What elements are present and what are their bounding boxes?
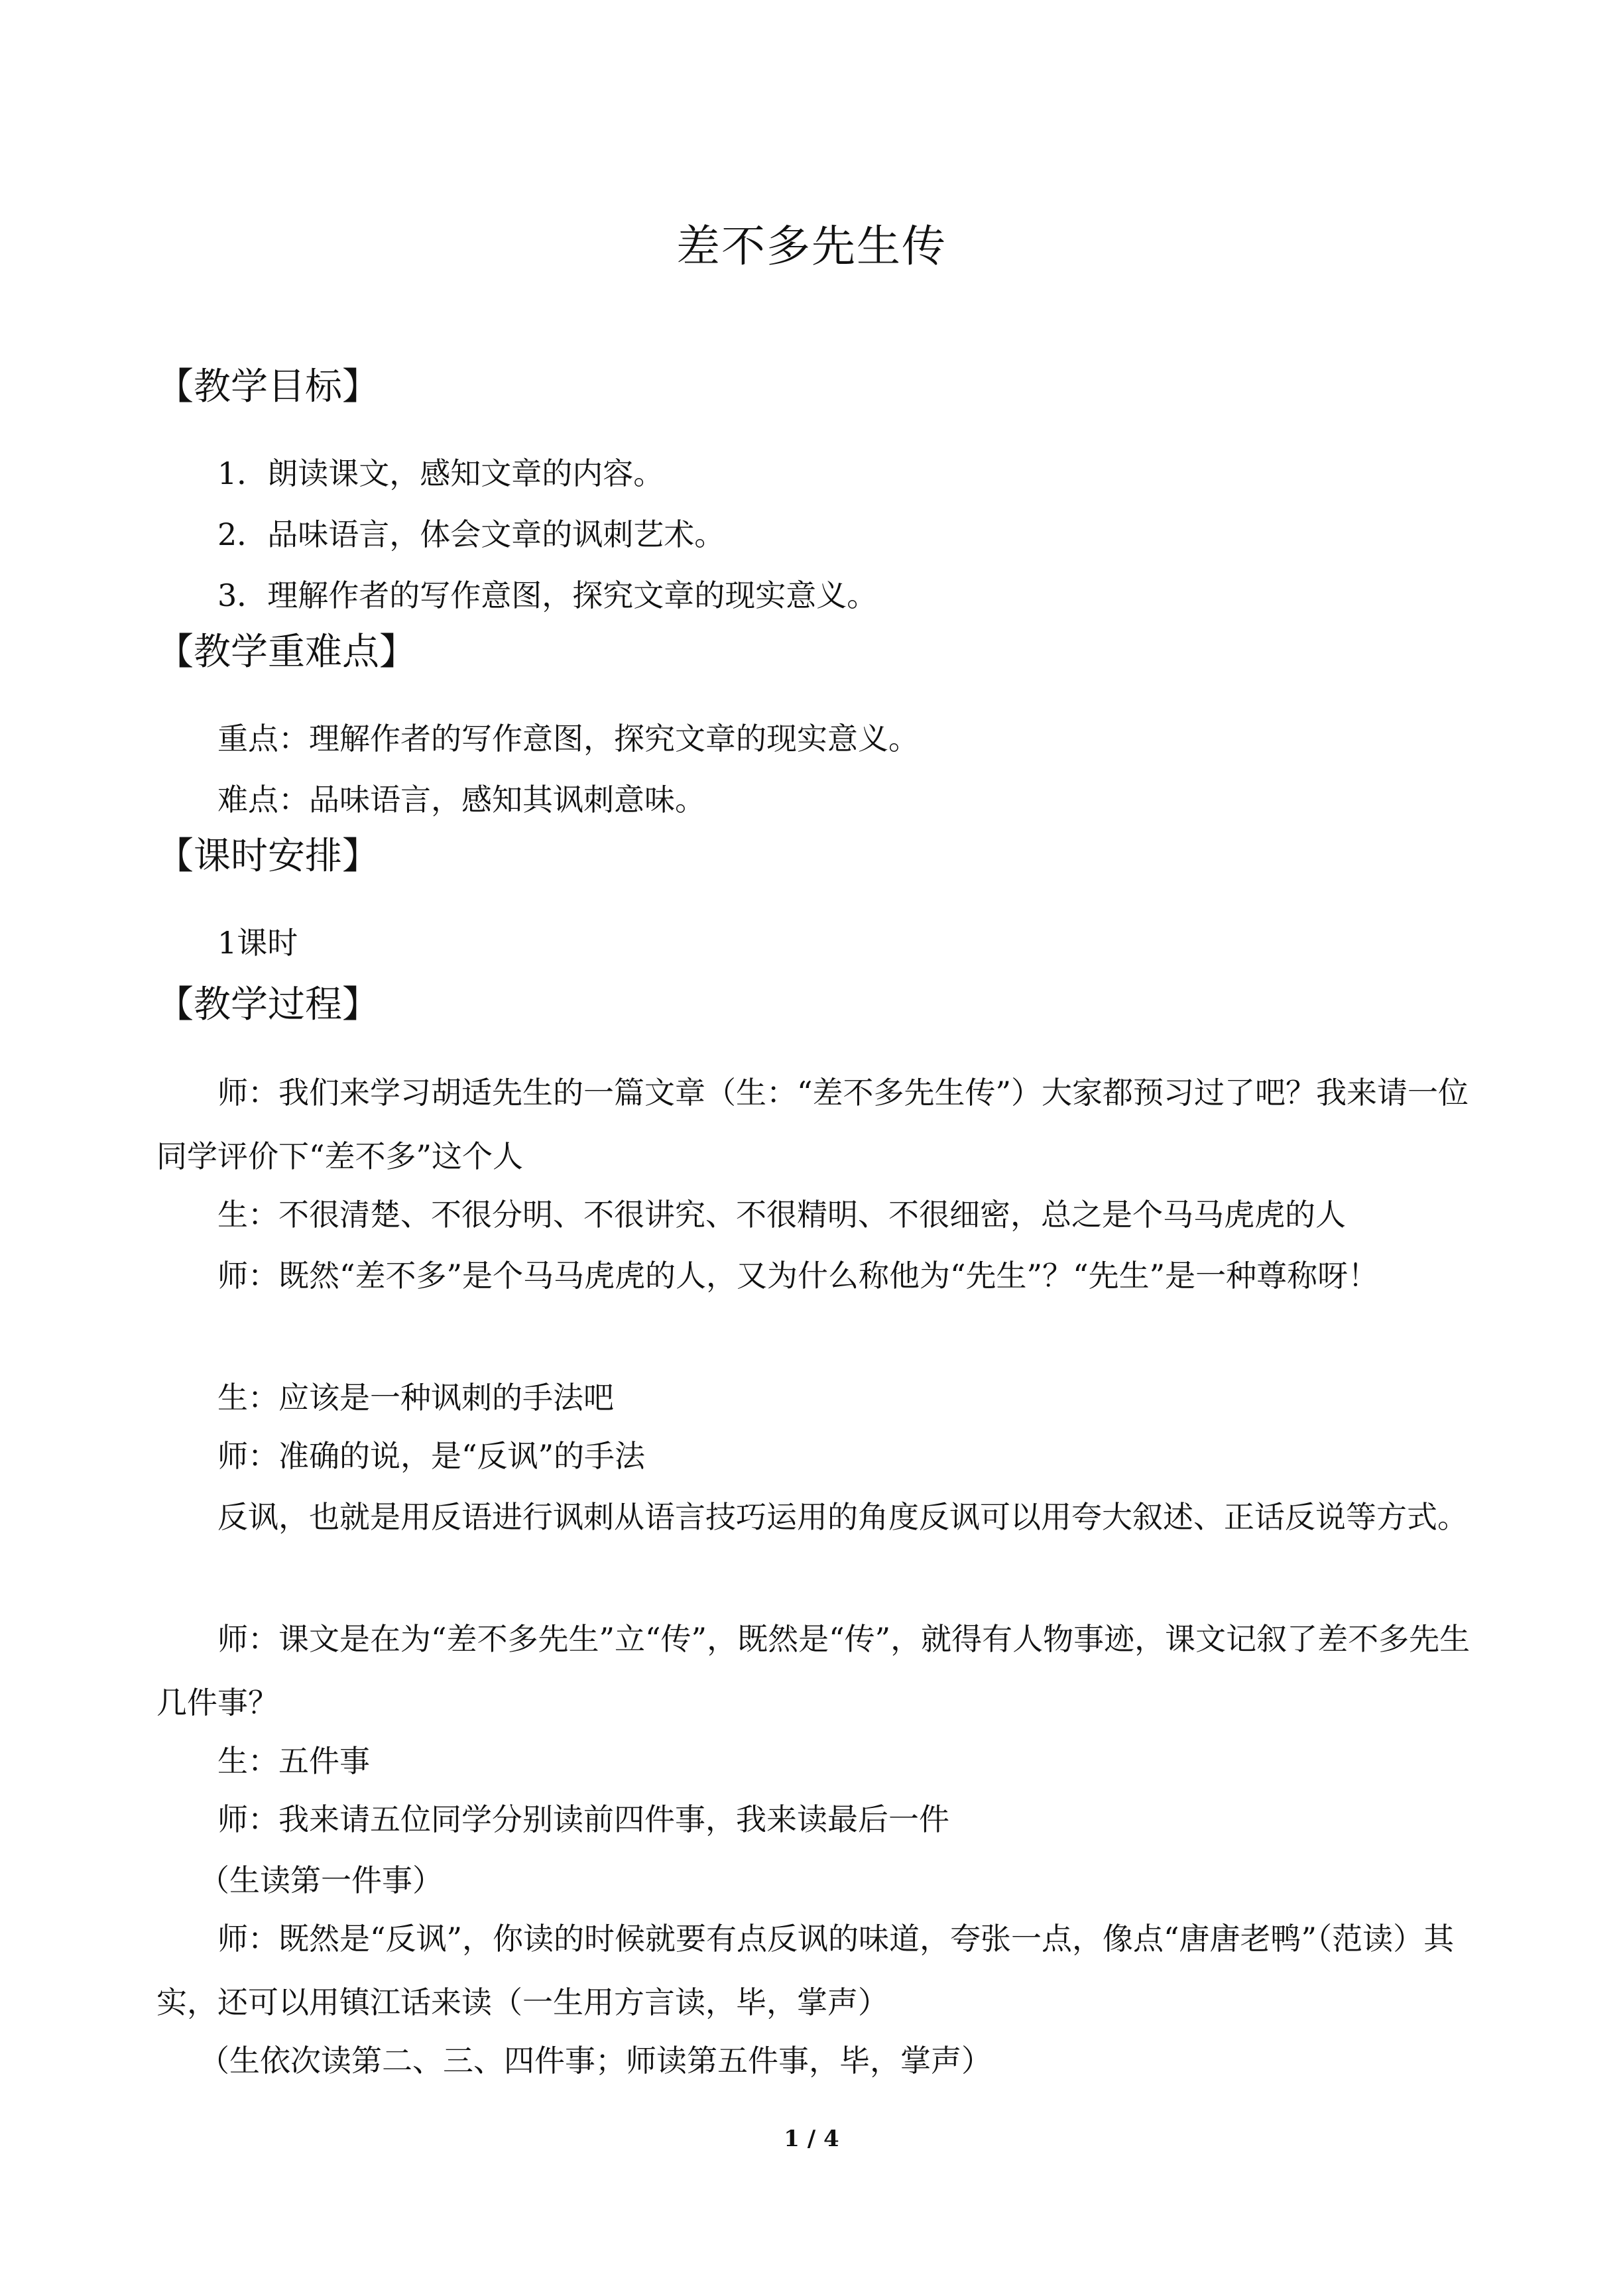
- dialogue-paragraph: 反讽，也就是用反语进行讽刺从语言技巧运用的角度反讽可以用夸大叙述、正话反说等方式。: [217, 1499, 1468, 1535]
- objective-item: 3．理解作者的写作意图，探究文章的现实意义。: [217, 577, 878, 613]
- dialogue-paragraph: 师：既然是“反讽”，你读的时候就要有点反讽的味道，夸张一点，像点“唐唐老鸭”（范读）其实，还可以用镇江话来读（一生用方言读，毕，掌声）: [156, 1921, 1455, 2020]
- dialogue-paragraph: （生依次读第二、三、四件事；师读第五件事，毕，掌声）: [199, 2043, 992, 2079]
- dialogue-paragraph: 师：课文是在为“差不多先生”立“传”，既然是“传”，就得有人物事迹，课文记叙了差不多先生几件事？: [156, 1621, 1471, 1721]
- key-point-item: 难点：品味语言，感知其讽刺意味。: [217, 782, 705, 817]
- schedule-item: 1课时: [217, 925, 298, 961]
- dialogue-paragraph: 生：应该是一种讽刺的手法吧: [217, 1380, 614, 1416]
- section-heading-objectives: 【教学目标】: [156, 365, 379, 408]
- objective-item: 1．朗读课文，感知文章的内容。: [217, 455, 664, 491]
- objective-item: 2．品味语言，体会文章的讽刺艺术。: [217, 516, 725, 552]
- dialogue-paragraph: 师：我来请五位同学分别读前四件事，我来读最后一件: [217, 1801, 949, 1837]
- dialogue-paragraph: 师：既然“差不多”是个马马虎虎的人，又为什么称他为“先生”？“先生”是一种尊称呀！: [217, 1258, 1379, 1294]
- section-heading-process: 【教学过程】: [156, 983, 379, 1026]
- section-heading-schedule: 【课时安排】: [156, 835, 379, 878]
- dialogue-paragraph: 师：我们来学习胡适先生的一篇文章（生：“差不多先生传”）大家都预习过了吧？我来请一位同学评价下“差不多”这个人: [156, 1075, 1469, 1174]
- key-point-item: 重点：理解作者的写作意图，探究文章的现实意义。: [217, 721, 919, 756]
- section-heading-key-points: 【教学重难点】: [156, 631, 416, 674]
- dialogue-paragraph: 生：不很清楚、不很分明、不很讲究、不很精明、不很细密，总之是个马马虎虎的人: [217, 1197, 1346, 1233]
- dialogue-paragraph: 师：准确的说，是“反讽”的手法: [217, 1438, 646, 1474]
- dialogue-paragraph: （生读第一件事）: [199, 1862, 443, 1898]
- page-title: 差不多先生传: [676, 221, 947, 272]
- page-number: 1 / 4: [784, 2126, 839, 2152]
- dialogue-paragraph: 生：五件事: [217, 1743, 370, 1779]
